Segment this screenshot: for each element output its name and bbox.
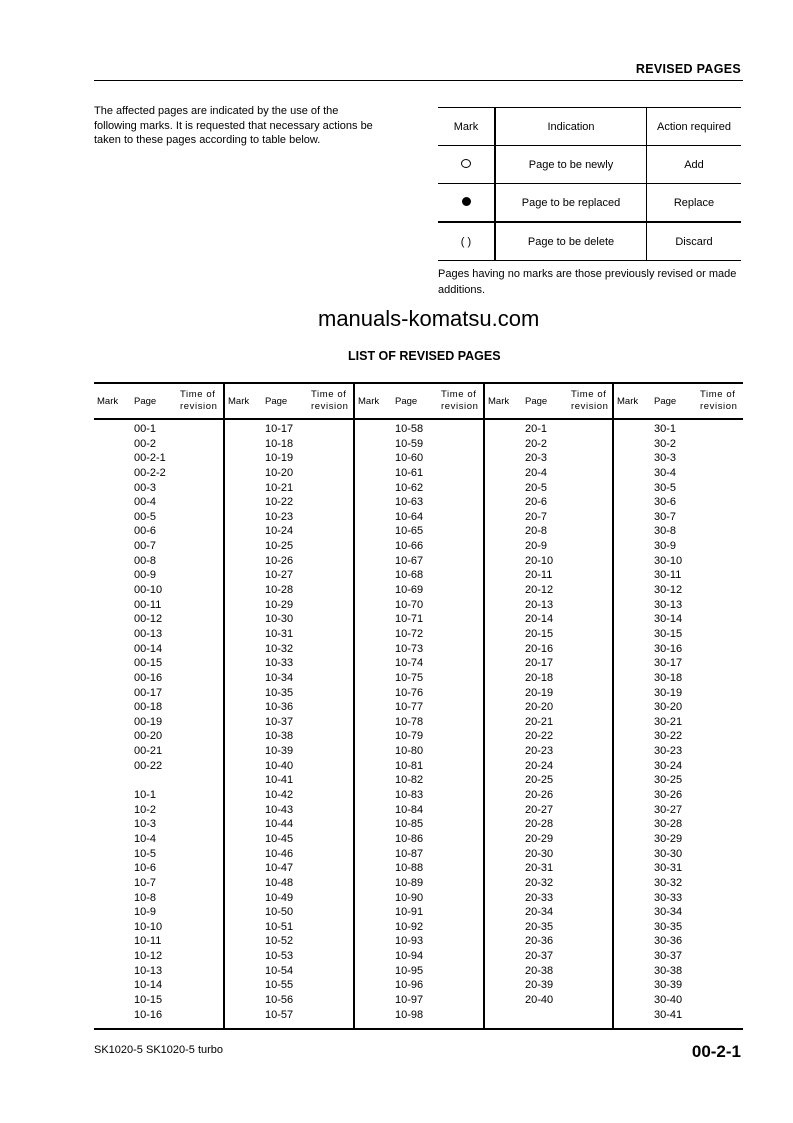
- table-row: 00-18: [134, 701, 163, 714]
- table-row: 10-43: [265, 803, 294, 816]
- table-row: 30-15: [654, 627, 683, 640]
- table-row: 10-5: [134, 847, 157, 860]
- table-row: 10-33: [265, 657, 294, 670]
- table-row: 10-41: [265, 774, 294, 787]
- col-header-time-line1: Time of: [571, 389, 607, 400]
- table-row: 10-44: [265, 818, 294, 831]
- table-row: 20-27: [525, 803, 554, 816]
- table-row: 20-2: [525, 437, 548, 450]
- table-row: 10-62: [395, 481, 424, 494]
- legend-indication: Page to be replaced: [495, 184, 647, 223]
- table-row: 10-59: [395, 437, 424, 450]
- table-row: 30-27: [654, 803, 683, 816]
- table-row: 00-17: [134, 686, 163, 699]
- table-row: 10-86: [395, 832, 424, 845]
- col-header-time-line2: revision: [700, 401, 738, 412]
- table-row: 10-38: [265, 730, 294, 743]
- table-row: 10-1: [134, 789, 157, 802]
- table-row: 10-50: [265, 906, 294, 919]
- table-row: 30-25: [654, 774, 683, 787]
- table-row: 30-1: [654, 423, 677, 435]
- table-row: 20-22: [525, 730, 554, 743]
- table-row: 30-26: [654, 789, 683, 802]
- table-row: 20-35: [525, 920, 554, 933]
- table-row: 30-7: [654, 510, 677, 523]
- table-row: 10-82: [395, 774, 424, 787]
- revised-pages-table: [94, 382, 743, 1030]
- table-row: 10-12: [134, 950, 163, 963]
- table-row: 10-21: [265, 481, 294, 494]
- table-row: 00-2-1: [134, 452, 166, 465]
- table-row: 10-92: [395, 920, 424, 933]
- legend-header-row: [438, 108, 741, 146]
- parentheses-mark: ( ): [438, 222, 495, 261]
- table-row: 10-11: [134, 935, 162, 948]
- table-row: 20-26: [525, 789, 554, 802]
- table-row: 10-3: [134, 818, 157, 831]
- table-row: 10-32: [265, 642, 294, 655]
- table-row: 10-96: [395, 979, 424, 992]
- table-row: 20-39: [525, 979, 554, 992]
- table-row: 10-45: [265, 832, 294, 845]
- table-row: 20-4: [525, 466, 548, 479]
- col-header-time-line1: Time of: [180, 389, 216, 400]
- table-row: 10-74: [395, 657, 424, 670]
- col-header-time-line2: revision: [180, 401, 218, 412]
- table-row: 10-98: [395, 1008, 424, 1021]
- table-row: 10-87: [395, 847, 424, 860]
- table-row: 30-31: [654, 862, 683, 875]
- table-row: 20-30: [525, 847, 554, 860]
- table-row: 00-9: [134, 569, 157, 582]
- table-row: 30-14: [654, 613, 683, 626]
- table-row: 10-57: [265, 1008, 294, 1021]
- table-row: 20-29: [525, 832, 554, 845]
- table-row: 20-16: [525, 642, 554, 655]
- legend-row-add: [438, 146, 741, 184]
- table-row: 00-1: [134, 423, 157, 435]
- table-row: 10-69: [395, 584, 424, 597]
- table-row: 10-93: [395, 935, 424, 948]
- col-header-mark: Mark: [97, 396, 119, 407]
- legend-header-indication: Indication: [495, 108, 647, 146]
- col-header-mark: Mark: [228, 396, 250, 407]
- table-row: 20-36: [525, 935, 554, 948]
- table-row: 10-64: [395, 510, 424, 523]
- col-header-time-line1: Time of: [700, 389, 736, 400]
- table-row: 30-39: [654, 979, 683, 992]
- table-row: 00-7: [134, 540, 157, 553]
- table-row: 20-33: [525, 891, 554, 904]
- table-row: 10-71: [395, 613, 424, 626]
- table-row: 20-24: [525, 759, 554, 772]
- table-row: 10-49: [265, 891, 294, 904]
- table-row: 30-16: [654, 642, 683, 655]
- legend-row-discard: [438, 222, 741, 261]
- table-row: 30-22: [654, 730, 683, 743]
- table-row: 20-10: [525, 554, 554, 567]
- page-list: [134, 422, 166, 1022]
- table-row: 10-47: [265, 862, 294, 875]
- table-row: 10-36: [265, 701, 294, 714]
- legend-row-replace: [438, 184, 741, 223]
- table-row: 20-25: [525, 774, 554, 787]
- table-row: 10-91: [395, 906, 424, 919]
- footer-model: SK1020-5 SK1020-5 turbo: [94, 1044, 224, 1056]
- table-row: 10-55: [265, 979, 294, 992]
- header-rule: [94, 80, 743, 81]
- table-row: 10-37: [265, 715, 294, 728]
- table-row: 30-32: [654, 876, 683, 889]
- table-row: 10-68: [395, 569, 424, 582]
- table-row: 20-18: [525, 671, 554, 684]
- table-row: 10-83: [395, 789, 424, 802]
- table-row: 20-21: [525, 715, 554, 728]
- col-header-page: Page: [265, 396, 288, 407]
- table-row: 30-35: [654, 920, 683, 933]
- table-row: 10-76: [395, 686, 424, 699]
- table-row: 30-3: [654, 452, 677, 465]
- table-row: 10-56: [265, 993, 294, 1006]
- table-row: 10-75: [395, 671, 424, 684]
- table-row: 10-17: [265, 423, 294, 435]
- legend-header-mark: Mark: [438, 108, 495, 146]
- table-row: 00-2: [134, 437, 157, 450]
- table-row: 30-5: [654, 481, 677, 494]
- table-row: 10-6: [134, 862, 157, 875]
- legend-note: Pages having no marks are those previously revised or made additions.: [438, 268, 737, 296]
- table-row: 10-61: [395, 466, 424, 479]
- table-row: 00-5: [134, 510, 157, 523]
- table-row: 10-67: [395, 554, 424, 567]
- table-row: 30-12: [654, 584, 683, 597]
- table-row: 30-17: [654, 657, 683, 670]
- table-row: 10-90: [395, 891, 424, 904]
- col-header-mark: Mark: [488, 396, 510, 407]
- table-row: 20-17: [525, 657, 554, 670]
- table-row: 30-23: [654, 745, 683, 758]
- page-list: [265, 422, 293, 1022]
- legend-action: Add: [647, 146, 742, 184]
- table-row: 30-20: [654, 701, 683, 714]
- table-row: 10-10: [134, 920, 163, 933]
- watermark: manuals-komatsu.com: [318, 306, 540, 331]
- table-row: 10-48: [265, 876, 294, 889]
- table-row: 30-6: [654, 496, 677, 509]
- table-row: 20-32: [525, 876, 554, 889]
- list-title: LIST OF REVISED PAGES: [348, 349, 501, 363]
- table-row: 10-19: [265, 452, 294, 465]
- table-row: 30-8: [654, 525, 677, 538]
- table-row: 10-66: [395, 540, 424, 553]
- legend-header-action: Action required: [647, 108, 742, 146]
- table-row: 30-9: [654, 540, 677, 553]
- table-row: 30-18: [654, 671, 683, 684]
- table-row: 10-78: [395, 715, 424, 728]
- table-row: 10-29: [265, 598, 294, 611]
- table-row: 10-70: [395, 598, 424, 611]
- col-header-time-of-revision: [571, 389, 609, 413]
- table-row: 20-1: [525, 423, 548, 435]
- table-row: 10-51: [265, 920, 294, 933]
- table-row: 10-72: [395, 627, 424, 640]
- table-row: 00-8: [134, 554, 157, 567]
- legend-action: Replace: [647, 184, 742, 223]
- table-row: 10-28: [265, 584, 294, 597]
- table-row: 10-35: [265, 686, 294, 699]
- col-header-time-of-revision: [311, 389, 349, 413]
- table-row: 10-85: [395, 818, 424, 831]
- table-row: 30-13: [654, 598, 683, 611]
- table-row: 30-28: [654, 818, 683, 831]
- col-header-time-of-revision: [700, 389, 738, 413]
- table-row: 10-26: [265, 554, 294, 567]
- col-header-mark: Mark: [617, 396, 639, 407]
- table-section: [94, 384, 224, 1028]
- table-row: 20-5: [525, 481, 548, 494]
- table-row: 10-97: [395, 993, 424, 1006]
- col-header-time-line2: revision: [441, 401, 479, 412]
- intro-paragraph: The affected pages are indicated by the use of the following marks. It is requested that necessary actions be taken to these pages according to table below.: [94, 105, 373, 146]
- table-row: 30-40: [654, 993, 683, 1006]
- table-row: 00-14: [134, 642, 163, 655]
- table-row: 10-13: [134, 964, 163, 977]
- col-header-time-of-revision: [441, 389, 479, 413]
- table-row: 20-11: [525, 569, 553, 582]
- table-row: [134, 773, 166, 788]
- table-row: 10-9: [134, 906, 157, 919]
- table-row: 30-36: [654, 935, 683, 948]
- col-header-page: Page: [134, 396, 157, 407]
- table-row: 00-12: [134, 613, 163, 626]
- col-header-time-line2: revision: [311, 401, 349, 412]
- table-row: 20-23: [525, 745, 554, 758]
- legend-action: Discard: [647, 222, 742, 261]
- table-row: 20-20: [525, 701, 554, 714]
- table-row: 10-34: [265, 671, 294, 684]
- legend-indication: Page to be delete: [495, 222, 647, 261]
- table-row: 10-22: [265, 496, 294, 509]
- filled-circle-icon: [462, 197, 471, 206]
- table-row: 10-2: [134, 803, 157, 816]
- table-row: 10-80: [395, 745, 424, 758]
- table-row: 20-40: [525, 993, 554, 1006]
- table-row: 00-16: [134, 671, 163, 684]
- page-list: [654, 422, 682, 1022]
- table-row: 20-28: [525, 818, 554, 831]
- table-row: 10-23: [265, 510, 294, 523]
- col-header-page: Page: [654, 396, 677, 407]
- table-row: 10-81: [395, 759, 424, 772]
- table-row: 30-19: [654, 686, 683, 699]
- table-row: 30-11: [654, 569, 682, 582]
- table-row: 20-34: [525, 906, 554, 919]
- table-section: [353, 384, 485, 1028]
- table-row: 10-65: [395, 525, 424, 538]
- table-row: 20-9: [525, 540, 548, 553]
- table-row: 10-79: [395, 730, 424, 743]
- col-header-time-of-revision: [180, 389, 218, 413]
- table-row: 30-4: [654, 466, 677, 479]
- table-row: 30-38: [654, 964, 683, 977]
- table-row: 00-19: [134, 715, 163, 728]
- table-row: 10-8: [134, 891, 157, 904]
- table-row: 10-53: [265, 950, 294, 963]
- table-row: 20-15: [525, 627, 554, 640]
- table-row: 10-95: [395, 964, 424, 977]
- table-row: 10-18: [265, 437, 294, 450]
- table-section: [223, 384, 355, 1028]
- col-header-time-line1: Time of: [441, 389, 477, 400]
- table-row: 10-27: [265, 569, 294, 582]
- page-header-title: REVISED PAGES: [635, 62, 741, 76]
- table-row: 20-37: [525, 950, 554, 963]
- marks-legend-table: [438, 107, 741, 261]
- table-row: 10-14: [134, 979, 163, 992]
- table-row: 00-15: [134, 657, 163, 670]
- table-row: 10-52: [265, 935, 294, 948]
- table-row: 00-6: [134, 525, 157, 538]
- table-row: 10-30: [265, 613, 294, 626]
- table-row: 20-31: [525, 862, 554, 875]
- table-row: 00-13: [134, 627, 163, 640]
- table-row: 10-84: [395, 803, 424, 816]
- col-header-time-line2: revision: [571, 401, 609, 412]
- table-row: 10-25: [265, 540, 294, 553]
- footer-page-number: 00-2-1: [691, 1042, 741, 1061]
- table-row: 10-7: [134, 876, 157, 889]
- table-row: 10-60: [395, 452, 424, 465]
- table-row: 30-21: [654, 715, 683, 728]
- table-row: 00-2-2: [134, 466, 166, 479]
- table-row: 10-40: [265, 759, 294, 772]
- table-row: 20-38: [525, 964, 554, 977]
- table-row: 10-24: [265, 525, 294, 538]
- table-row: 10-77: [395, 701, 424, 714]
- page-list: [525, 422, 553, 1008]
- table-section: [483, 384, 615, 1028]
- table-row: 10-54: [265, 964, 294, 977]
- table-row: 30-33: [654, 891, 683, 904]
- table-row: 00-4: [134, 496, 157, 509]
- table-section: [612, 384, 744, 1028]
- table-row: 10-73: [395, 642, 424, 655]
- table-row: 10-89: [395, 876, 424, 889]
- table-row: 20-14: [525, 613, 554, 626]
- table-row: 30-30: [654, 847, 683, 860]
- table-row: 20-19: [525, 686, 554, 699]
- open-circle-icon: [461, 159, 471, 168]
- col-header-page: Page: [395, 396, 418, 407]
- col-header-mark: Mark: [358, 396, 380, 407]
- table-row: 10-20: [265, 466, 294, 479]
- table-row: 00-10: [134, 584, 163, 597]
- table-row: 30-37: [654, 950, 683, 963]
- table-row: 10-16: [134, 1008, 163, 1021]
- legend-indication: Page to be newly: [495, 146, 647, 184]
- table-row: 10-88: [395, 862, 424, 875]
- table-row: 00-20: [134, 730, 163, 743]
- table-row: 10-15: [134, 993, 163, 1006]
- table-row: 30-34: [654, 906, 683, 919]
- table-row: 10-94: [395, 950, 424, 963]
- table-row: 00-3: [134, 481, 157, 494]
- table-row: 00-21: [134, 745, 163, 758]
- table-row: 20-6: [525, 496, 548, 509]
- page-list: [395, 422, 423, 1022]
- table-row: 00-22: [134, 759, 163, 772]
- table-row: 30-24: [654, 759, 683, 772]
- table-row: 00-11: [134, 598, 162, 611]
- table-row: 20-3: [525, 452, 548, 465]
- table-row: 30-41: [654, 1008, 683, 1021]
- col-header-time-line1: Time of: [311, 389, 347, 400]
- col-header-page: Page: [525, 396, 548, 407]
- table-row: 10-31: [265, 627, 294, 640]
- table-row: 20-7: [525, 510, 548, 523]
- table-row: 20-12: [525, 584, 554, 597]
- table-row: 10-58: [395, 423, 424, 435]
- table-row: 10-46: [265, 847, 294, 860]
- table-row: 10-4: [134, 832, 157, 845]
- table-row: 20-8: [525, 525, 548, 538]
- table-row: 30-2: [654, 437, 677, 450]
- table-row: 20-13: [525, 598, 554, 611]
- table-row: 10-42: [265, 789, 294, 802]
- table-row: 10-63: [395, 496, 424, 509]
- table-row: 10-39: [265, 745, 294, 758]
- table-row: 30-29: [654, 832, 683, 845]
- table-row: 30-10: [654, 554, 683, 567]
